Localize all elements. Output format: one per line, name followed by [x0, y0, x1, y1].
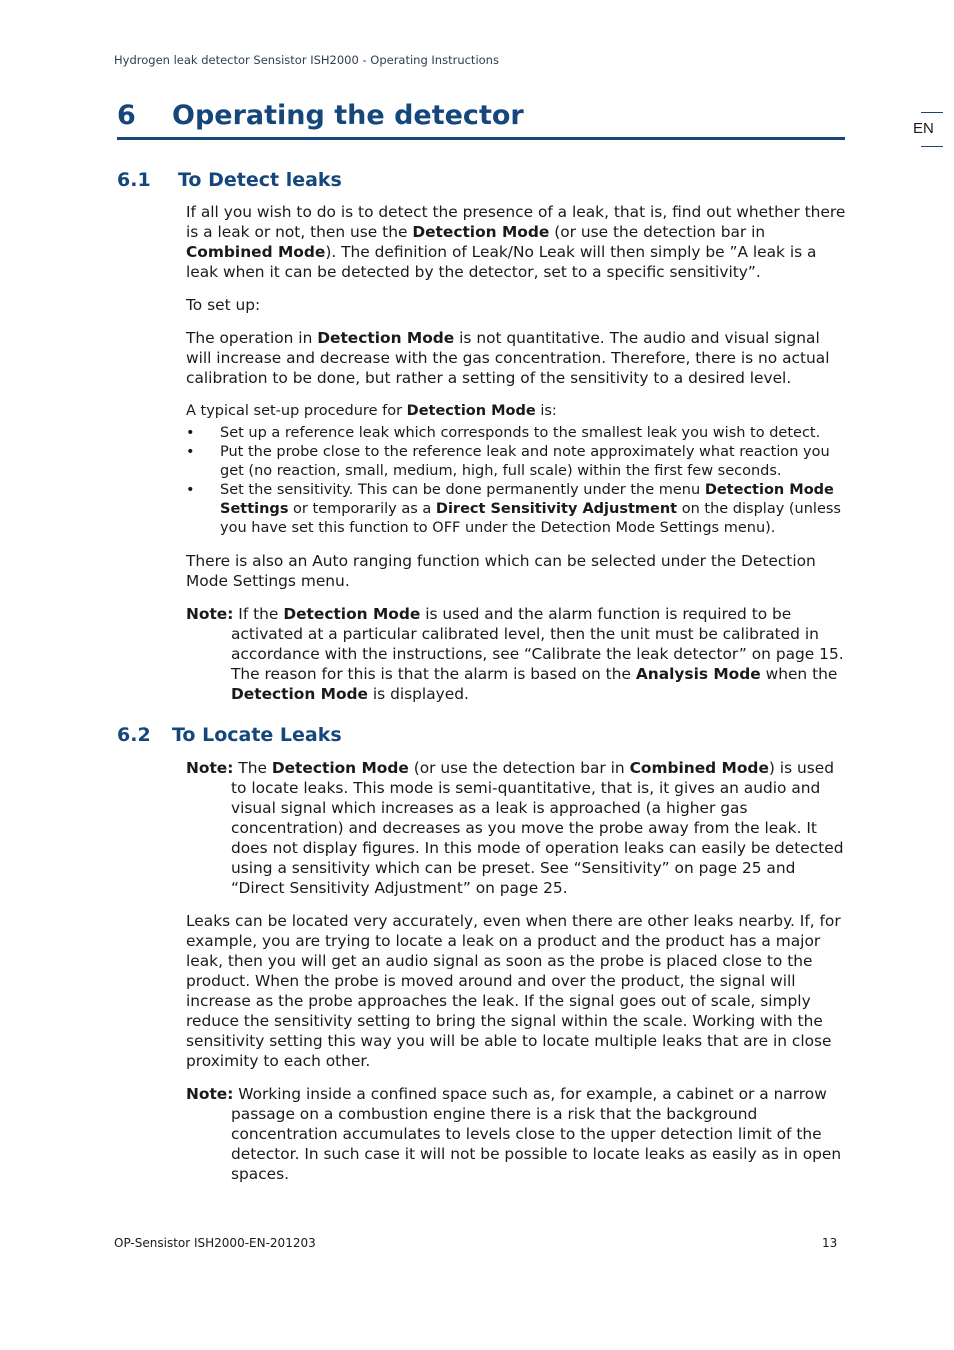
paragraph: There is also an Auto ranging function which can be selected under the Detection Mode Settings menu.	[186, 552, 816, 590]
list-item: • Put the probe close to the reference leak and note approximately what reaction you get (no reaction, small, medium, high, full scale) within the first few seconds.	[186, 443, 846, 481]
paragraph: If all you wish to do is to detect the presence of a leak, that is, find out whether there is a leak or not, then use the Detection Mode (or use the detection bar in Combined Mode). The definition of Leak/No Leak will then simply be ”A leak is a leak when it can be detected by the detector, set to a specific sensitivity”.	[186, 203, 846, 281]
language-tab-label: EN	[913, 120, 934, 137]
paragraph: Leaks can be located very accurately, even when there are other leaks nearby. If, for example, you are trying to locate a leak on a product and the product has a major leak, then you will get an audio signal as soon as the probe is placed close to the product. When the probe is moved around and over the product, the signal will increase as the probe approaches the leak. If the signal goes out of scale, simply reduce the sensitivity setting to bring the signal within the scale. Working with the sensitivity setting this way you will be able to locate multiple leaks that are in close proximity to each other.	[186, 912, 841, 1070]
section-number: 6.1	[117, 169, 151, 191]
footer-doc-id: OP-Sensistor ISH2000-EN-201203	[114, 1236, 316, 1250]
running-header: Hydrogen leak detector Sensistor ISH2000 - Operating Instructions	[114, 53, 499, 67]
list-item: • Set the sensitivity. This can be done permanently under the menu Detection Mode Settings or temporarily as a Direct Sensitivity Adjustment on the display (unless you have set this function to OFF under the Detection Mode Settings menu).	[186, 481, 846, 538]
language-tab	[913, 112, 943, 147]
note: Note: The Detection Mode (or use the detection bar in Combined Mode) is used to locate leaks. This mode is semi-quantitative, that is, it gives an audio and visual signal which increases as a leak is approached (a higher gas concentration) and decreases as you move the probe away from the leak. It does not display figures. In this mode of operation leaks can easily be detected using a sensitivity which can be preset. See “Sensitivity” on page 25 and “Direct Sensitivity Adjustment” on page 25.	[186, 759, 844, 897]
paragraph: The operation in Detection Mode is not quantitative. The audio and visual signal will increase and decrease with the gas concentration. Therefore, there is no actual calibration to be done, but rather a setting of the sensitivity to a desired level.	[186, 329, 830, 387]
section-title: To Locate Leaks	[172, 724, 342, 746]
section-title: To Detect leaks	[178, 169, 342, 191]
list-item: • Set up a reference leak which corresponds to the smallest leak you wish to detect.	[186, 424, 846, 443]
chapter-number: 6	[117, 100, 136, 131]
note: Note: If the Detection Mode is used and the alarm function is required to be activated at a particular calibrated level, then the unit must be calibrated in accordance with the instructions, see “Calibrate the leak detector” on page 15. The reason for this is that the alarm is based on the Analysis Mode when the Detection Mode is displayed.	[186, 605, 844, 703]
paragraph: A typical set-up procedure for Detection Mode is:	[186, 403, 557, 419]
bullet-list	[186, 424, 846, 538]
section-number: 6.2	[117, 724, 151, 746]
section-6-2-body	[186, 758, 846, 1197]
chapter-title: Operating the detector	[172, 100, 524, 131]
paragraph: To set up:	[186, 296, 261, 314]
note: Note: Working inside a confined space such as, for example, a cabinet or a narrow passage on a combustion engine there is a risk that the background concentration accumulates to levels close to the upper detection limit of the detector. In such case it will not be possible to locate leaks as easily as in open spaces.	[186, 1085, 842, 1183]
section-6-1-body	[186, 202, 846, 717]
chapter-heading	[117, 100, 845, 140]
page-number: 13	[822, 1236, 838, 1250]
